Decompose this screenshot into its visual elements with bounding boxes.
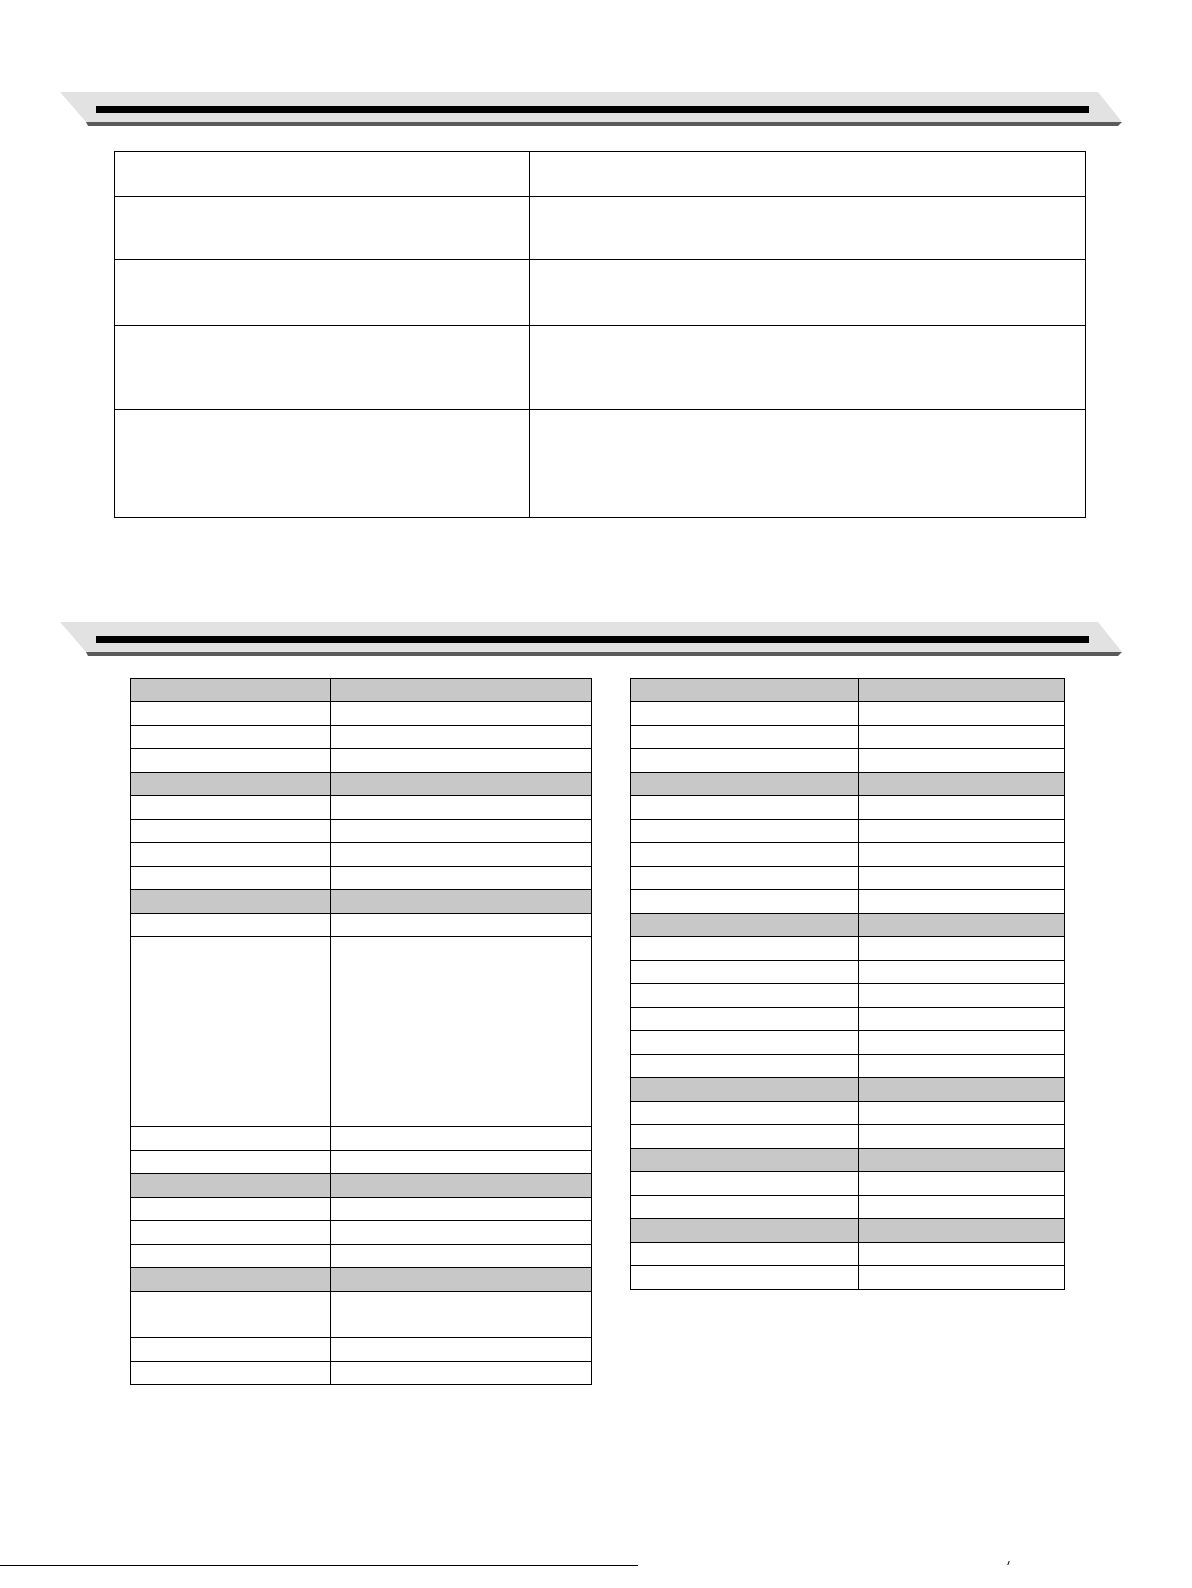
cell-value [331,773,592,796]
cell-value [331,890,592,914]
spec-table-right [630,678,1065,1290]
cell-label [131,796,331,820]
banner-graphic [60,92,1122,128]
spec-table-left [130,678,592,1385]
table-row [631,1008,1065,1031]
table-row [115,197,1086,260]
spec-table-right-body [631,679,1065,1290]
table-row [631,796,1065,820]
cell-label [131,890,331,914]
cell-value [530,410,1086,518]
cell-label [631,1102,859,1125]
cell-label [115,152,530,197]
cell-label [115,260,530,326]
section1-banner [60,92,1122,128]
cell-label [131,702,331,726]
table-row [631,843,1065,867]
cell-label [631,1149,859,1172]
cell-value [859,1219,1065,1243]
table-row [631,1102,1065,1125]
section1-table-body [115,152,1086,518]
cell-label [131,726,331,749]
table-row [631,1243,1065,1266]
cell-value [859,702,1065,726]
cell-value [859,890,1065,914]
cell-value [859,1149,1065,1172]
table-row [631,1031,1065,1055]
table-row [631,1172,1065,1196]
cell-value [859,1196,1065,1219]
footer-mark [1007,1561,1013,1565]
table-header-row [631,1149,1065,1172]
cell-label [131,937,331,1127]
cell-label [131,820,331,843]
cell-value [859,726,1065,749]
section2-banner [60,622,1122,658]
cell-value [331,937,592,1127]
table-row [131,1198,592,1221]
cell-label [131,1338,331,1362]
table-row [631,961,1065,984]
table-row [131,937,592,1127]
cell-label [131,1198,331,1221]
table-header-row [131,1268,592,1292]
cell-label [631,1172,859,1196]
table-row [115,326,1086,410]
cell-value [859,1031,1065,1055]
cell-value [859,867,1065,890]
cell-label [631,796,859,820]
cell-value [331,1292,592,1338]
cell-value [331,1268,592,1292]
table-header-row [631,679,1065,702]
cell-value [331,843,592,867]
cell-label [631,1243,859,1266]
cell-value [331,726,592,749]
cell-value [859,984,1065,1008]
cell-label [631,820,859,843]
table-row [131,796,592,820]
table-row [131,914,592,937]
table-row [631,749,1065,773]
cell-value [859,1078,1065,1102]
cell-label [631,702,859,726]
table-header-row [131,679,592,702]
table-row [631,702,1065,726]
table-row [131,1127,592,1151]
table-row [131,843,592,867]
cell-value [859,1102,1065,1125]
cell-label [131,773,331,796]
cell-label [631,843,859,867]
cell-value [331,1338,592,1362]
table-row [131,749,592,773]
cell-label [131,914,331,937]
cell-value [859,679,1065,702]
cell-value [859,1172,1065,1196]
cell-value [331,796,592,820]
cell-label [115,326,530,410]
table-row [115,260,1086,326]
cell-label [131,1221,331,1245]
cell-value [859,937,1065,961]
cell-label [131,1362,331,1385]
table-row [631,726,1065,749]
cell-label [631,914,859,937]
cell-value [331,1221,592,1245]
cell-label [631,937,859,961]
cell-value [530,260,1086,326]
cell-value [859,1243,1065,1266]
cell-value [859,961,1065,984]
cell-label [115,410,530,518]
cell-value [859,1008,1065,1031]
table-header-row [631,1219,1065,1243]
cell-value [331,749,592,773]
cell-value [859,773,1065,796]
table-row [131,1221,592,1245]
cell-label [115,197,530,260]
cell-label [131,1174,331,1198]
cell-value [331,702,592,726]
cell-value [331,1198,592,1221]
table-row [131,1292,592,1338]
table-row [115,152,1086,197]
cell-label [631,1008,859,1031]
cell-label [631,1078,859,1102]
cell-label [631,1196,859,1219]
cell-value [331,1151,592,1174]
table-row [631,890,1065,914]
table-row [131,867,592,890]
cell-value [859,749,1065,773]
cell-value [859,1266,1065,1290]
cell-value [530,326,1086,410]
cell-label [631,726,859,749]
cell-label [131,1127,331,1151]
cell-label [631,867,859,890]
table-row [131,1362,592,1385]
table-row [631,867,1065,890]
table-row [131,726,592,749]
table-row [115,410,1086,518]
cell-value [331,914,592,937]
table-row [131,1245,592,1268]
cell-label [131,679,331,702]
table-row [631,1196,1065,1219]
cell-value [331,1127,592,1151]
cell-value [859,914,1065,937]
cell-label [131,1151,331,1174]
cell-label [131,843,331,867]
cell-value [859,1125,1065,1149]
cell-value [331,1245,592,1268]
table-row [131,1338,592,1362]
cell-label [631,1031,859,1055]
cell-label [131,1268,331,1292]
cell-label [631,1125,859,1149]
table-row [131,1151,592,1174]
cell-label [631,749,859,773]
cell-label [131,1292,331,1338]
cell-value [331,679,592,702]
cell-value [331,820,592,843]
cell-label [131,867,331,890]
cell-label [131,749,331,773]
table-header-row [631,914,1065,937]
cell-value [530,152,1086,197]
cell-label [631,773,859,796]
section1-table [114,151,1086,518]
table-row [631,820,1065,843]
table-row [631,984,1065,1008]
cell-value [859,1055,1065,1078]
cell-value [331,1174,592,1198]
cell-value [859,820,1065,843]
table-header-row [131,773,592,796]
cell-label [631,1266,859,1290]
cell-value [530,197,1086,260]
table-row [131,820,592,843]
table-header-row [131,1174,592,1198]
table-header-row [631,773,1065,796]
cell-value [331,1362,592,1385]
cell-label [631,1055,859,1078]
banner-graphic [60,622,1122,658]
cell-label [631,679,859,702]
cell-label [631,961,859,984]
cell-label [631,890,859,914]
cell-value [331,867,592,890]
table-row [631,937,1065,961]
table-row [131,702,592,726]
table-row [631,1055,1065,1078]
table-row [631,1125,1065,1149]
spec-table-left-body [131,679,592,1385]
cell-label [631,1219,859,1243]
cell-label [131,1245,331,1268]
cell-label [631,984,859,1008]
table-header-row [131,890,592,914]
footer-rule [0,1565,638,1566]
cell-value [859,796,1065,820]
cell-value [859,843,1065,867]
table-row [631,1266,1065,1290]
table-header-row [631,1078,1065,1102]
